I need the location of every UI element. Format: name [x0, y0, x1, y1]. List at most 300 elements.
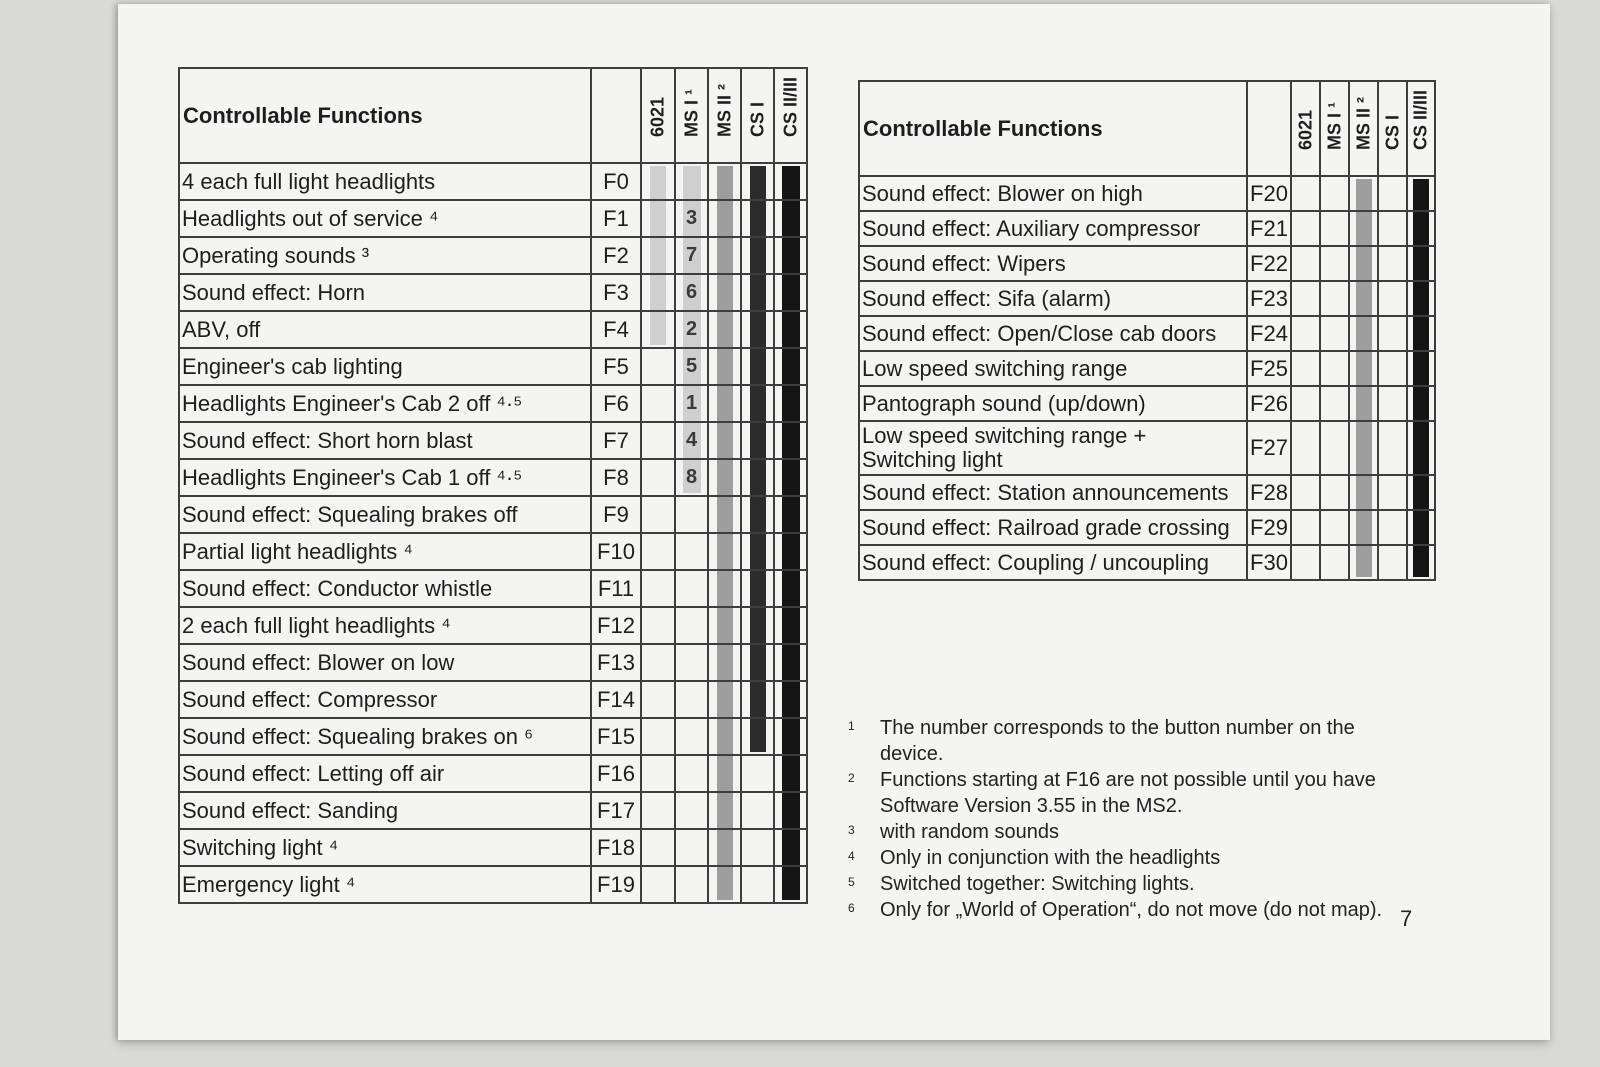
support-bar	[683, 166, 701, 200]
device-cell-ms1	[675, 385, 708, 422]
ms1-button-number: 3	[685, 207, 698, 229]
device-cell-cs1	[741, 348, 774, 385]
device-cell-cs23	[1407, 316, 1435, 351]
device-cell-cs23	[774, 866, 807, 903]
support-bar	[650, 274, 666, 311]
function-key: F23	[1247, 281, 1291, 316]
device-cell-ms2	[1349, 475, 1378, 510]
support-bar	[1356, 421, 1372, 475]
support-bar	[750, 274, 766, 311]
support-bar	[717, 866, 733, 900]
device-header-cs23: CS II/III	[1407, 81, 1435, 176]
device-header-6021: 6021	[641, 68, 675, 163]
device-cell-6021	[641, 792, 675, 829]
function-name: Sound effect: Railroad grade crossing	[859, 510, 1247, 545]
device-cell-6021	[641, 755, 675, 792]
table-row	[179, 385, 807, 422]
device-cell-cs1	[1378, 316, 1407, 351]
footnote	[848, 845, 1408, 871]
device-header-cs1: CS I	[741, 68, 774, 163]
support-bar	[1356, 475, 1372, 510]
table-row	[859, 545, 1435, 580]
device-cell-cs1	[741, 866, 774, 903]
device-cell-cs1	[741, 422, 774, 459]
page-number: 7	[1400, 906, 1413, 931]
device-cell-ms1	[675, 866, 708, 903]
support-bar	[717, 718, 733, 755]
function-key: F3	[591, 274, 641, 311]
device-header-ms2: MS II ²	[708, 68, 741, 163]
device-cell-ms2	[708, 533, 741, 570]
device-cell-ms2	[708, 348, 741, 385]
device-cell-ms2	[1349, 351, 1378, 386]
support-bar	[782, 200, 800, 237]
device-cell-cs23	[1407, 211, 1435, 246]
device-cell-ms1	[1320, 316, 1349, 351]
device-cell-cs1	[741, 681, 774, 718]
support-bar	[782, 311, 800, 348]
function-name: Sound effect: Squealing brakes off	[179, 496, 591, 533]
support-bar	[782, 644, 800, 681]
device-cell-ms2	[708, 607, 741, 644]
device-cell-cs23	[774, 200, 807, 237]
function-name: Sound effect: Short horn blast	[179, 422, 591, 459]
support-bar	[1413, 211, 1429, 246]
device-cell-ms1	[675, 459, 708, 496]
device-cell-ms1	[675, 422, 708, 459]
device-cell-6021	[641, 829, 675, 866]
table-row	[179, 755, 807, 792]
device-cell-ms1	[675, 348, 708, 385]
support-bar	[750, 422, 766, 459]
device-cell-6021	[641, 348, 675, 385]
table-row	[859, 475, 1435, 510]
support-bar	[782, 607, 800, 644]
device-cell-6021	[641, 163, 675, 200]
support-bar	[717, 348, 733, 385]
support-bar	[750, 459, 766, 496]
device-cell-6021	[641, 237, 675, 274]
device-cell-6021	[1291, 475, 1320, 510]
function-name: Sound effect: Auxiliary compressor	[859, 211, 1247, 246]
table-row	[859, 421, 1435, 475]
device-cell-cs23	[1407, 386, 1435, 421]
function-key-header	[1247, 81, 1291, 176]
function-key: F12	[591, 607, 641, 644]
device-cell-ms1	[1320, 545, 1349, 580]
device-cell-ms2	[1349, 510, 1378, 545]
function-key: F28	[1247, 475, 1291, 510]
device-cell-cs1	[741, 755, 774, 792]
function-name: Engineer's cab lighting	[179, 348, 591, 385]
support-bar	[1413, 179, 1429, 211]
footnote	[848, 897, 1408, 923]
support-bar	[750, 385, 766, 422]
support-bar	[650, 200, 666, 237]
device-cell-ms2	[708, 718, 741, 755]
support-bar	[782, 459, 800, 496]
support-bar	[782, 166, 800, 200]
device-cell-cs1	[741, 533, 774, 570]
device-cell-ms2	[708, 385, 741, 422]
support-bar	[782, 348, 800, 385]
table-row	[179, 422, 807, 459]
device-cell-ms2	[708, 496, 741, 533]
table-row	[179, 311, 807, 348]
function-key: F14	[591, 681, 641, 718]
device-cell-ms2	[1349, 421, 1378, 475]
device-cell-cs1	[1378, 246, 1407, 281]
support-bar	[1413, 351, 1429, 386]
device-cell-ms1	[675, 311, 708, 348]
ms1-button-number: 5	[685, 355, 698, 377]
table-row	[179, 200, 807, 237]
ms1-button-number: 2	[685, 318, 698, 340]
support-bar	[717, 385, 733, 422]
footnote-number: 2	[848, 771, 855, 785]
function-name: Low speed switching range	[859, 351, 1247, 386]
ms1-button-number: 1	[685, 392, 698, 414]
table-row	[859, 316, 1435, 351]
device-cell-cs23	[1407, 475, 1435, 510]
function-name: Pantograph sound (up/down)	[859, 386, 1247, 421]
device-cell-cs23	[774, 163, 807, 200]
device-header-ms1: MS I ¹	[675, 68, 708, 163]
device-cell-6021	[641, 866, 675, 903]
table-row	[179, 718, 807, 755]
function-key: F21	[1247, 211, 1291, 246]
device-cell-6021	[641, 570, 675, 607]
device-cell-ms1	[675, 533, 708, 570]
device-cell-cs23	[774, 385, 807, 422]
device-cell-6021	[641, 607, 675, 644]
function-name: Sound effect: Letting off air	[179, 755, 591, 792]
device-header-ms1: MS I ¹	[1320, 81, 1349, 176]
device-cell-ms1	[675, 607, 708, 644]
support-bar	[717, 274, 733, 311]
table-row	[859, 386, 1435, 421]
support-bar	[1413, 246, 1429, 281]
device-cell-cs1	[741, 274, 774, 311]
footnote	[848, 871, 1408, 897]
function-name: Sound effect: Blower on high	[859, 176, 1247, 211]
device-cell-ms1	[675, 829, 708, 866]
device-cell-ms2	[1349, 246, 1378, 281]
function-name: Sound effect: Wipers	[859, 246, 1247, 281]
function-name: Emergency light ⁴	[179, 866, 591, 903]
function-key: F27	[1247, 421, 1291, 475]
ms1-button-number: 7	[685, 244, 698, 266]
function-name: 4 each full light headlights	[179, 163, 591, 200]
device-cell-6021	[1291, 281, 1320, 316]
device-cell-6021	[641, 718, 675, 755]
footnote-number: 5	[848, 875, 855, 889]
device-cell-6021	[641, 533, 675, 570]
device-cell-ms2	[1349, 281, 1378, 316]
support-bar	[782, 792, 800, 829]
support-bar	[1413, 386, 1429, 421]
function-key: F4	[591, 311, 641, 348]
device-cell-cs1	[741, 570, 774, 607]
support-bar	[650, 311, 666, 345]
device-cell-ms2	[708, 200, 741, 237]
device-cell-ms1	[1320, 421, 1349, 475]
support-bar	[717, 755, 733, 792]
device-cell-6021	[641, 644, 675, 681]
device-cell-ms2	[708, 163, 741, 200]
device-cell-cs23	[774, 496, 807, 533]
footnote-text: Only for „World of Operation“, do not move (do not map).	[880, 899, 1383, 921]
support-bar	[717, 607, 733, 644]
function-key: F6	[591, 385, 641, 422]
device-cell-ms1	[1320, 510, 1349, 545]
function-key: F30	[1247, 545, 1291, 580]
footnotes	[848, 715, 1408, 923]
table-row	[179, 459, 807, 496]
device-cell-cs1	[1378, 281, 1407, 316]
function-name: Operating sounds ³	[179, 237, 591, 274]
footnote-number: 4	[848, 849, 855, 863]
device-cell-ms1	[675, 200, 708, 237]
footnote-text: with random sounds	[880, 821, 1059, 843]
support-bar	[1356, 246, 1372, 281]
function-name: Partial light headlights ⁴	[179, 533, 591, 570]
function-key: F29	[1247, 510, 1291, 545]
support-bar	[1356, 386, 1372, 421]
device-cell-ms2	[708, 570, 741, 607]
support-bar	[717, 570, 733, 607]
support-bar	[1413, 421, 1429, 475]
device-cell-6021	[1291, 211, 1320, 246]
device-cell-6021	[641, 422, 675, 459]
device-cell-ms2	[708, 459, 741, 496]
device-cell-cs1	[741, 792, 774, 829]
support-bar	[1356, 545, 1372, 577]
device-cell-cs23	[774, 681, 807, 718]
support-bar	[1356, 351, 1372, 386]
support-bar	[1356, 510, 1372, 545]
function-name: Sound effect: Open/Close cab doors	[859, 316, 1247, 351]
support-bar	[717, 792, 733, 829]
table-row	[179, 607, 807, 644]
function-name: Sound effect: Blower on low	[179, 644, 591, 681]
device-cell-cs1	[741, 607, 774, 644]
device-cell-cs1	[741, 459, 774, 496]
table-row	[179, 533, 807, 570]
support-bar	[717, 237, 733, 274]
function-key: F9	[591, 496, 641, 533]
support-bar	[717, 459, 733, 496]
table-row	[179, 237, 807, 274]
device-cell-6021	[641, 200, 675, 237]
device-cell-ms1	[675, 792, 708, 829]
support-bar	[782, 274, 800, 311]
table-title: Controllable Functions	[859, 81, 1247, 176]
function-name: Switching light ⁴	[179, 829, 591, 866]
table-row	[859, 211, 1435, 246]
device-cell-ms1	[1320, 386, 1349, 421]
device-cell-6021	[1291, 510, 1320, 545]
device-cell-cs23	[1407, 421, 1435, 475]
device-cell-6021	[641, 681, 675, 718]
device-cell-cs1	[1378, 510, 1407, 545]
device-cell-6021	[641, 385, 675, 422]
support-bar	[782, 533, 800, 570]
device-header-cs23: CS II/III	[774, 68, 807, 163]
support-bar	[717, 311, 733, 348]
support-bar	[750, 570, 766, 607]
device-cell-ms1	[675, 755, 708, 792]
support-bar	[782, 681, 800, 718]
device-cell-ms2	[708, 274, 741, 311]
device-cell-cs23	[774, 570, 807, 607]
table-row	[179, 163, 807, 200]
function-key: F0	[591, 163, 641, 200]
table-row	[859, 281, 1435, 316]
device-cell-ms2	[1349, 545, 1378, 580]
device-cell-cs1	[1378, 176, 1407, 211]
device-cell-cs23	[774, 311, 807, 348]
table-row	[179, 681, 807, 718]
device-cell-cs23	[774, 718, 807, 755]
support-bar	[750, 533, 766, 570]
device-cell-cs23	[1407, 351, 1435, 386]
device-cell-ms1	[1320, 211, 1349, 246]
support-bar	[750, 496, 766, 533]
table-row	[179, 829, 807, 866]
support-bar	[1356, 316, 1372, 351]
function-name: Sound effect: Squealing brakes on ⁶	[179, 718, 591, 755]
table-title: Controllable Functions	[179, 68, 591, 163]
table-row	[179, 274, 807, 311]
device-cell-6021	[641, 459, 675, 496]
footnote-text: Only in conjunction with the headlights	[880, 847, 1221, 869]
support-bar	[650, 166, 666, 200]
function-name: Sound effect: Sifa (alarm)	[859, 281, 1247, 316]
support-bar	[717, 644, 733, 681]
device-cell-cs23	[1407, 281, 1435, 316]
device-cell-cs23	[774, 237, 807, 274]
device-cell-cs23	[774, 533, 807, 570]
function-key: F26	[1247, 386, 1291, 421]
device-header-cs1: CS I	[1378, 81, 1407, 176]
functions-table-left	[178, 67, 808, 904]
device-cell-ms1	[675, 718, 708, 755]
footnote-number: 1	[848, 719, 855, 733]
function-key: F18	[591, 829, 641, 866]
support-bar	[782, 866, 800, 900]
device-cell-ms2	[708, 792, 741, 829]
device-cell-cs23	[1407, 176, 1435, 211]
table-row	[179, 570, 807, 607]
device-cell-cs23	[774, 607, 807, 644]
device-cell-ms2	[1349, 316, 1378, 351]
function-name: Headlights out of service ⁴	[179, 200, 591, 237]
device-cell-6021	[1291, 246, 1320, 281]
support-bar	[750, 311, 766, 348]
device-cell-ms2	[1349, 211, 1378, 246]
function-key: F11	[591, 570, 641, 607]
footnote	[848, 819, 1408, 845]
function-key: F15	[591, 718, 641, 755]
support-bar	[650, 237, 666, 274]
function-name: Low speed switching range + Switching light	[859, 421, 1247, 475]
function-key: F8	[591, 459, 641, 496]
function-name: Sound effect: Coupling / uncoupling	[859, 545, 1247, 580]
function-name: Sound effect: Compressor	[179, 681, 591, 718]
device-cell-cs23	[774, 274, 807, 311]
table-row	[179, 644, 807, 681]
device-cell-cs1	[1378, 421, 1407, 475]
support-bar	[717, 200, 733, 237]
table-row	[859, 176, 1435, 211]
device-cell-6021	[1291, 386, 1320, 421]
device-cell-ms2	[1349, 176, 1378, 211]
device-cell-ms1	[1320, 351, 1349, 386]
device-cell-cs1	[741, 718, 774, 755]
support-bar	[1413, 545, 1429, 577]
footnote	[848, 767, 1408, 819]
device-cell-ms1	[1320, 176, 1349, 211]
device-header-6021: 6021	[1291, 81, 1320, 176]
footnote-text: Switched together: Switching lights.	[880, 873, 1195, 895]
function-name: Headlights Engineer's Cab 1 off ⁴·⁵	[179, 459, 591, 496]
device-cell-6021	[641, 496, 675, 533]
ms1-button-number: 6	[685, 281, 698, 303]
device-cell-ms2	[708, 866, 741, 903]
footnote-number: 6	[848, 901, 855, 915]
device-cell-cs23	[1407, 510, 1435, 545]
support-bar	[782, 237, 800, 274]
device-cell-ms1	[675, 237, 708, 274]
support-bar	[717, 422, 733, 459]
device-cell-cs1	[741, 496, 774, 533]
device-cell-6021	[641, 311, 675, 348]
device-cell-cs23	[774, 829, 807, 866]
function-name: Sound effect: Station announcements	[859, 475, 1247, 510]
function-name: Sound effect: Sanding	[179, 792, 591, 829]
support-bar	[782, 829, 800, 866]
device-cell-cs1	[741, 385, 774, 422]
function-key: F24	[1247, 316, 1291, 351]
device-cell-cs1	[741, 311, 774, 348]
table-row	[859, 510, 1435, 545]
device-cell-ms1	[1320, 281, 1349, 316]
device-cell-cs1	[1378, 475, 1407, 510]
device-cell-ms2	[708, 311, 741, 348]
device-cell-cs23	[774, 755, 807, 792]
function-key: F20	[1247, 176, 1291, 211]
footnote-text: The number corresponds to the button number on the device.	[880, 717, 1355, 765]
table-header-row	[179, 68, 807, 163]
support-bar	[717, 496, 733, 533]
table-row	[859, 351, 1435, 386]
table-row	[859, 246, 1435, 281]
device-cell-cs1	[741, 163, 774, 200]
device-cell-ms1	[675, 570, 708, 607]
support-bar	[782, 385, 800, 422]
device-cell-ms2	[708, 422, 741, 459]
support-bar	[782, 422, 800, 459]
device-cell-ms2	[708, 755, 741, 792]
function-name: Headlights Engineer's Cab 2 off ⁴·⁵	[179, 385, 591, 422]
support-bar	[1356, 179, 1372, 211]
device-cell-cs1	[741, 829, 774, 866]
device-cell-ms1	[675, 681, 708, 718]
support-bar	[717, 533, 733, 570]
device-cell-6021	[641, 274, 675, 311]
function-key: F5	[591, 348, 641, 385]
